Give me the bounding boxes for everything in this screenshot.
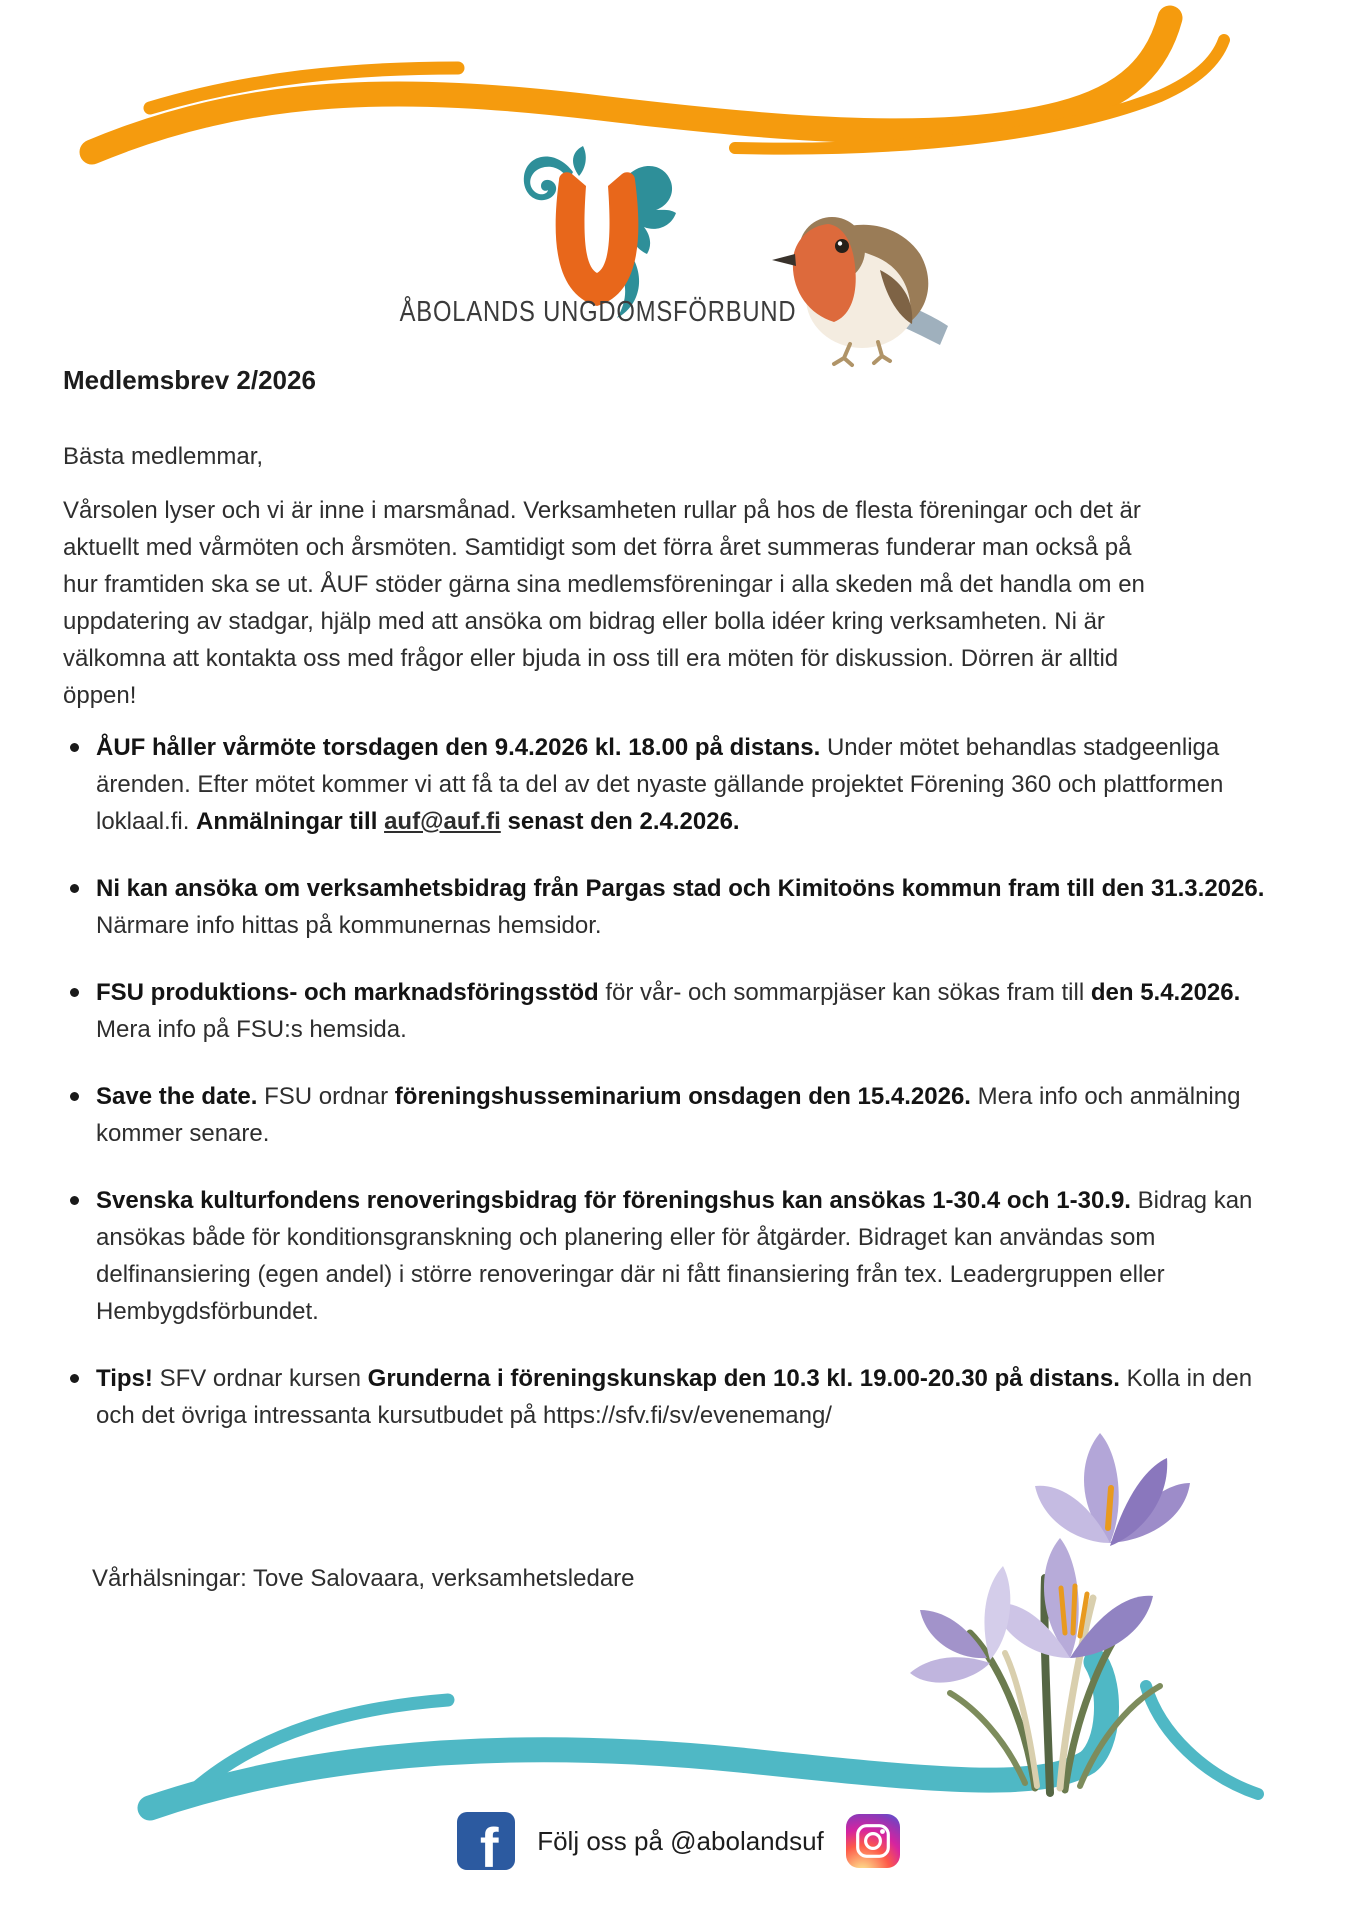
crocus-flowers-illustration [875, 1428, 1225, 1800]
footer-follow-text: Följ oss på @abolandsuf [537, 1825, 824, 1856]
footer-social-row [0, 1812, 1357, 1870]
bullet-item: Tips! SFV ordnar kursen Grunderna i föreningskunskap den 10.3 kl. 19.00-20.30 på distans. Kolla in den och det övriga intressanta kursutbudet på https://sfv.fi/sv/evenemang/ [63, 1360, 1278, 1434]
org-name: ÅBOLANDS UNGDOMSFÖRBUND [399, 296, 797, 328]
email-link[interactable]: auf@auf.fi [384, 808, 501, 835]
crocus-bloom-middle [993, 1538, 1153, 1658]
instagram-camera-glyph [854, 1822, 892, 1860]
bullet-item: Svenska kulturfondens renoveringsbidrag för föreningshus kan ansökas 1-30.4 och 1-30.9. Bidrag kan ansökas både för konditionsgranskning och planering eller för åtgärder. Bidraget kan användas som delfinansiering (egen andel) i större renoveringar där ni fått finansiering från tex. Leadergruppen eller Hembygdsförbundet. [63, 1182, 1278, 1330]
newsletter-title: Medlemsbrev 2/2026 [63, 365, 316, 395]
bullet-item: Save the date. FSU ordnar föreningshusseminarium onsdagen den 15.4.2026. Mera info och anmälning kommer senare. [63, 1078, 1278, 1152]
facebook-f-glyph: f [479, 1816, 499, 1870]
signature-line: Vårhälsningar: Tove Salovaara, verksamhetsledare [92, 1565, 635, 1592]
sfv-course-link[interactable]: https://sfv.fi/sv/evenemang/ [542, 1402, 832, 1429]
bullet-item: Ni kan ansöka om verksamhetsbidrag från Pargas stad och Kimitoöns kommun fram till den 31.3.2026. Närmare info hittas på kommunernas hemsidor. [63, 870, 1278, 944]
salutation: Bästa medlemmar, [63, 443, 264, 470]
robin-bird-illustration [762, 198, 962, 370]
instagram-icon[interactable] [846, 1814, 900, 1868]
intro-paragraph: Vårsolen lyser och vi är inne i marsmånad. Verksamheten rullar på hos de flesta föreningar och det är aktuellt med vårmöten och årsmöten. Samtidigt som det förra året summeras funderar man också på hur framtiden ska se ut. ÅUF stöder gärna sina medlemsföreningar i alla skeden må det handla om en uppdatering av stadgar, hjälp med att ansöka om bidrag eller bolla idéer kring verksamheten. Ni är välkomna att kontakta oss med frågor eller bjuda in oss till era möten för diskussion. Dörren är alltid öppen! [63, 497, 1145, 709]
bullet-list [63, 729, 1303, 1464]
bullet-item: ÅUF håller vårmöte torsdagen den 9.4.2026 kl. 18.00 på distans. Under mötet behandlas stadgeenliga ärenden. Efter mötet kommer vi att få ta del av det nyaste gällande projektet Förening 360 och plattformen loklaal.fi. Anmälningar till auf@auf.fi senast den 2.4.2026. [63, 729, 1278, 840]
crocus-bloom-top [1035, 1433, 1190, 1546]
facebook-icon[interactable] [457, 1812, 515, 1870]
bullet-item: FSU produktions- och marknadsföringsstöd för vår- och sommarpjäser kan sökas fram till den 5.4.2026. Mera info på FSU:s hemsida. [63, 974, 1278, 1048]
